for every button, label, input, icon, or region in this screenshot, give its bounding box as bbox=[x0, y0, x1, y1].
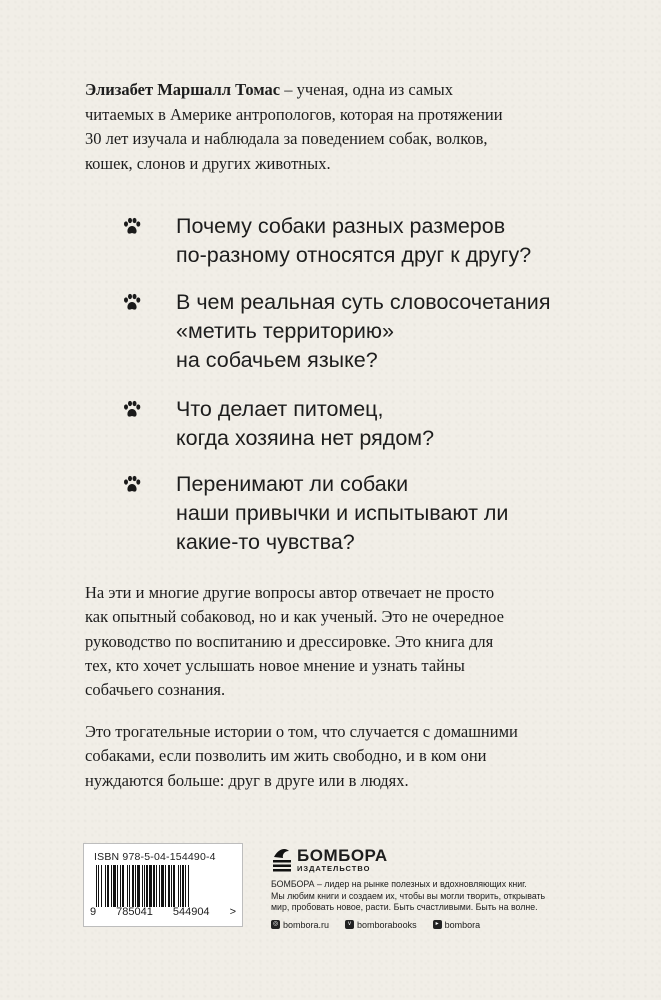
barcode-bar bbox=[146, 865, 148, 907]
paragraph-line: нуждаются больше: друг в друге или в людях. bbox=[85, 770, 409, 790]
paw-icon bbox=[122, 293, 142, 313]
barcode-bar bbox=[182, 865, 184, 907]
publisher-tagline bbox=[271, 879, 561, 914]
messenger-icon: ▸ bbox=[433, 920, 442, 929]
social-website[interactable] bbox=[271, 920, 329, 930]
paragraph-line: собачьего сознания. bbox=[85, 680, 226, 700]
barcode-bar bbox=[149, 865, 152, 907]
paw-icon bbox=[122, 400, 142, 420]
barcode-bar bbox=[117, 865, 118, 907]
barcode-bar bbox=[159, 865, 160, 907]
paragraph-line: На эти и многие другие вопросы автор отвечает не просто bbox=[85, 583, 495, 602]
social-vk[interactable] bbox=[345, 920, 417, 930]
tagline-line: мир, пробовать новое, расти. Быть счастливыми. Быть на волне. bbox=[271, 902, 538, 912]
paragraph-line: тех, кто хочет услышать новое мнение и узнать тайны bbox=[85, 655, 465, 675]
intro-line: – ученая, одна из самых bbox=[280, 80, 453, 99]
barcode-bar bbox=[165, 865, 166, 907]
barcode-bar bbox=[129, 865, 130, 907]
barcode-first-digit: 9 bbox=[90, 906, 97, 918]
barcode-bar bbox=[178, 865, 179, 907]
barcode-group-1: 785041 bbox=[116, 906, 153, 918]
isbn-label: ISBN 978-5-04-154490-4 bbox=[94, 851, 216, 863]
question-line: Перенимают ли собаки bbox=[176, 472, 409, 496]
intro-line: кошек, слонов и других животных. bbox=[85, 153, 331, 173]
barcode-bar bbox=[107, 865, 109, 907]
publisher-logo bbox=[271, 843, 561, 873]
barcode-end-mark: > bbox=[229, 906, 236, 918]
barcode-bar bbox=[173, 865, 175, 907]
question-item bbox=[130, 470, 600, 557]
author-name: Элизабет Маршалл Томас bbox=[85, 80, 281, 99]
publisher-block bbox=[271, 843, 561, 930]
intro-line: 30 лет изучала и наблюдала за поведением собак, волков, bbox=[85, 129, 488, 148]
barcode-bar bbox=[142, 865, 143, 907]
barcode-bar bbox=[120, 865, 121, 907]
question-line: В чем реальная суть словосочетания bbox=[176, 290, 551, 314]
paragraph-line: собаками, если позволить им жить свободно, и в ком они bbox=[85, 746, 487, 766]
barcode-bar bbox=[113, 865, 116, 907]
question-line: наши привычки и испытывают ли bbox=[176, 501, 509, 525]
barcode-panel bbox=[83, 843, 243, 927]
barcode-bar bbox=[105, 865, 106, 907]
publisher-name: БОМБОРА bbox=[297, 846, 388, 865]
question-line: когда хозяина нет рядом? bbox=[176, 426, 435, 450]
description-paragraph bbox=[85, 720, 605, 793]
question-item bbox=[130, 212, 600, 270]
vk-icon: v bbox=[345, 920, 354, 929]
question-line: «метить территорию» bbox=[176, 319, 394, 343]
tagline-line: БОМБОРА – лидер на рынке полезных и вдохновляющих книг. bbox=[271, 879, 527, 889]
question-item bbox=[130, 288, 600, 375]
social-label: bomborabooks bbox=[357, 919, 417, 930]
paw-icon bbox=[122, 475, 142, 495]
barcode-bar bbox=[144, 865, 145, 907]
barcode-bar bbox=[185, 865, 186, 907]
barcode-bar bbox=[101, 865, 102, 907]
question-line: на собачьем языке? bbox=[176, 348, 378, 372]
author-intro bbox=[85, 78, 605, 176]
intro-line: читаемых в Америке антропологов, которая на протяжении bbox=[85, 104, 503, 124]
globe-icon: ◎ bbox=[272, 921, 279, 927]
barcode-bar bbox=[171, 865, 172, 907]
barcode-bar bbox=[98, 865, 99, 907]
question-line: по-разному относятся друг к другу? bbox=[176, 243, 532, 267]
wave-logo-icon bbox=[271, 843, 293, 873]
social-label: bombora.ru bbox=[283, 919, 330, 930]
barcode bbox=[94, 865, 232, 909]
paragraph-line: как опытный собаковод, но и как ученый. Это не очередное bbox=[85, 607, 504, 627]
publisher-subtitle: ИЗДАТЕЛЬСТВО bbox=[297, 864, 371, 873]
question-line: Что делает питомец, bbox=[176, 397, 384, 421]
barcode-bar bbox=[122, 865, 124, 907]
question-line: какие-то чувства? bbox=[176, 530, 355, 554]
paragraph-line: Это трогательные истории о том, что случается с домашними bbox=[85, 722, 518, 741]
barcode-bar bbox=[168, 865, 170, 907]
barcode-bar bbox=[180, 865, 181, 907]
barcode-bar bbox=[96, 865, 97, 907]
paragraph-line: руководство по воспитанию и дрессировке. Это книга для bbox=[85, 631, 494, 651]
social-messenger[interactable] bbox=[433, 920, 481, 930]
barcode-bar bbox=[137, 865, 140, 907]
barcode-group-2: 544904 bbox=[172, 906, 210, 918]
tagline-line: Мы любим книги и создаем их, чтобы вы могли творить, открывать bbox=[271, 890, 546, 901]
question-line: Почему собаки разных размеров bbox=[176, 214, 506, 238]
barcode-bar bbox=[127, 865, 128, 907]
barcode-bar bbox=[188, 865, 189, 907]
barcode-digits bbox=[86, 906, 240, 918]
barcode-bar bbox=[156, 865, 157, 907]
barcode-bar bbox=[111, 865, 112, 907]
barcode-bar bbox=[153, 865, 155, 907]
barcode-bar bbox=[161, 865, 164, 907]
barcode-bar bbox=[132, 865, 134, 907]
paw-icon bbox=[122, 217, 142, 237]
social-links bbox=[271, 920, 561, 930]
description-paragraph bbox=[85, 581, 605, 702]
question-item bbox=[130, 395, 600, 453]
social-label: bombora bbox=[444, 919, 481, 930]
barcode-bar bbox=[135, 865, 136, 907]
